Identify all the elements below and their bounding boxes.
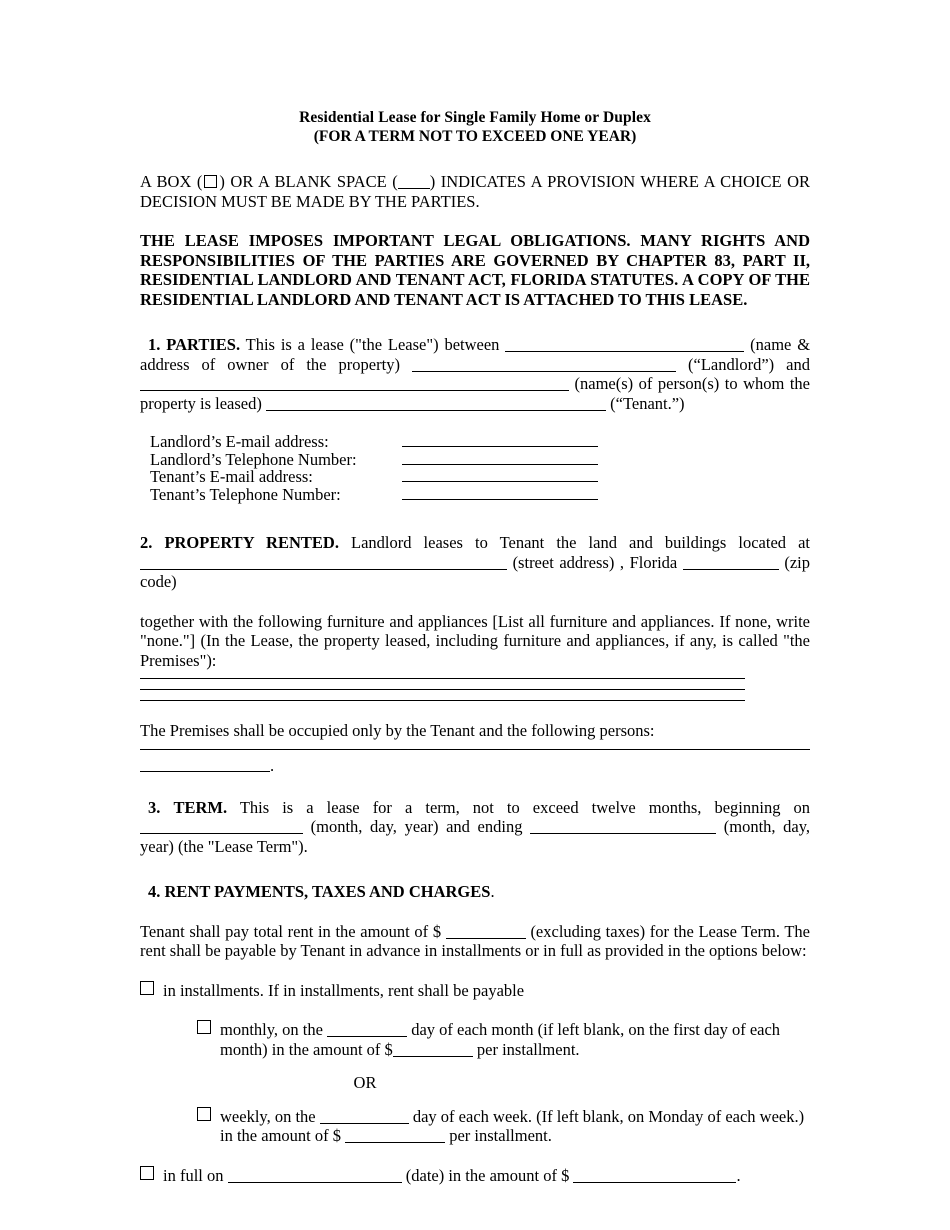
box-notice-text-3: ) INDICATES A PROVISION WHERE A CHOICE OR DECISION MUST BE MADE BY THE PARTIES. xyxy=(140,172,810,211)
legal-notice-paragraph: THE LEASE IMPOSES IMPORTANT LEGAL OBLIGATIONS. MANY RIGHTS AND RESPONSIBILITIES OF THE PARTIES ARE GOVERNED BY CHAPTER 83, PART II, RESIDENTIAL LANDLORD AND TENANT ACT, FLORIDA STATUTES. A COPY OF THE RESIDENTIAL LANDLORD AND TENANT ACT IS ATTACHED TO THIS LEASE. xyxy=(140,231,810,309)
page-title: Residential Lease for Single Family Home or Duplex xyxy=(299,109,651,126)
option-monthly-label xyxy=(220,1020,810,1059)
section-1-text-c: (“Landlord”) and xyxy=(688,354,811,374)
total-rent-blank xyxy=(446,925,526,939)
section-1-parties xyxy=(140,335,810,413)
landlord-email-label: Landlord’s E-mail address: xyxy=(150,432,329,451)
page-subtitle: (FOR A TERM NOT TO EXCEED ONE YEAR) xyxy=(313,128,637,145)
landlord-phone-blank xyxy=(402,452,598,465)
section-3-text-c: (month, day, year) (the "Lease Term"). xyxy=(140,817,811,856)
section-1-text-b: (name & address of owner of the property) xyxy=(140,335,811,374)
section-2-text-c: (zip code) xyxy=(140,552,811,591)
option-weekly-text-b: day of each week. (If left blank, on Monday of each week.) in the amount of $ xyxy=(220,1106,805,1145)
section-1-heading: PARTIES. xyxy=(166,335,241,354)
street-address-blank xyxy=(140,556,507,570)
option-full-text-c: . xyxy=(736,1165,741,1185)
box-notice-paragraph xyxy=(140,172,810,211)
section-3-text-a: This is a lease for a term, not to exceed twelve months, beginning on xyxy=(239,797,811,817)
section-3-term xyxy=(140,798,810,857)
contact-information-block xyxy=(150,433,810,503)
section-3-text-b: (month, day, year) and ending xyxy=(310,817,523,836)
tenant-detail-blank xyxy=(266,397,606,411)
tenant-name-blank xyxy=(140,377,569,391)
contact-row xyxy=(150,433,810,451)
section-1-text-d: (name(s) of person(s) to whom the property is leased) xyxy=(140,374,810,413)
occupants-line-2 xyxy=(140,771,270,772)
occupants-line-2-row xyxy=(140,755,810,775)
section-2-heading: PROPERTY RENTED. xyxy=(164,533,339,552)
document-body xyxy=(140,108,810,1185)
option-weekly-text-c: per installment. xyxy=(449,1126,552,1145)
occupants-paragraph: The Premises shall be occupied only by the Tenant and the following persons: xyxy=(140,721,655,740)
section-4-heading-period: . xyxy=(490,882,495,901)
section-3-number: 3. xyxy=(148,797,161,817)
in-full-date-blank xyxy=(228,1169,402,1183)
furniture-appliances-paragraph: together with the following furniture and appliances [List all furniture and appliances. If none, write "none."] (In the Lease, the property leased, including furniture and appliances, if any, is called "the Premises"): xyxy=(140,611,810,670)
checkbox-installments-icon[interactable] xyxy=(140,981,154,995)
contact-row xyxy=(150,486,810,504)
section-1-number: 1. xyxy=(148,335,161,354)
option-monthly-text-a: monthly, on the xyxy=(220,1020,323,1039)
weekly-amount-blank xyxy=(345,1129,445,1143)
checkbox-in-full-icon[interactable] xyxy=(140,1166,154,1180)
section-4-heading: 4. RENT PAYMENTS, TAXES AND CHARGES xyxy=(148,882,491,901)
option-monthly-row[interactable] xyxy=(197,1020,810,1059)
section-2-property-rented xyxy=(140,533,810,592)
landlord-name-blank xyxy=(505,338,744,352)
or-separator: OR xyxy=(353,1073,377,1092)
option-installments-label: in installments. If in installments, rent shall be payable xyxy=(163,980,525,1000)
option-in-full-row[interactable] xyxy=(140,1166,810,1186)
lease-start-date-blank xyxy=(140,820,303,834)
tenant-email-label: Tenant’s E-mail address: xyxy=(150,467,313,486)
checkbox-weekly-icon[interactable] xyxy=(197,1107,211,1121)
box-notice-text-1: A BOX ( xyxy=(140,172,203,191)
landlord-email-blank xyxy=(402,434,598,447)
option-weekly-text-a: weekly, on the xyxy=(220,1106,316,1126)
tenant-phone-blank xyxy=(402,487,598,500)
rent-amount-paragraph xyxy=(140,922,810,961)
option-weekly-row[interactable] xyxy=(197,1107,810,1146)
contact-row xyxy=(150,451,810,469)
section-1-text-e: (“Tenant.”) xyxy=(610,393,685,413)
landlord-phone-label: Landlord’s Telephone Number: xyxy=(150,449,357,469)
rent-text-b: (excluding taxes) for the Lease Term. The rent shall be payable by Tenant in advance in installments or in full as provided in the options below: xyxy=(140,921,811,960)
section-3-heading: TERM. xyxy=(173,797,228,817)
weekly-day-blank xyxy=(320,1110,409,1124)
section-2-text-a: Landlord leases to Tenant the land and buildings located at xyxy=(351,533,810,552)
section-2-text-b: (street address) , Florida xyxy=(512,552,678,572)
tenant-phone-label: Tenant’s Telephone Number: xyxy=(150,484,341,504)
option-full-text-a: in full on xyxy=(163,1165,224,1185)
tenant-email-blank xyxy=(402,469,598,482)
option-monthly-text-b: day of each month (if left blank, on the first day of each month) in the amount of $ xyxy=(220,1020,781,1059)
rent-text-a: Tenant shall pay total rent in the amount of $ xyxy=(140,921,442,941)
box-notice-text-2: ) OR A BLANK SPACE ( xyxy=(219,172,398,191)
option-in-full-label xyxy=(163,1166,810,1186)
monthly-amount-blank xyxy=(393,1043,473,1057)
checkbox-monthly-icon[interactable] xyxy=(197,1020,211,1034)
contact-row xyxy=(150,468,810,486)
sample-checkbox-icon xyxy=(204,175,217,188)
in-full-amount-blank xyxy=(573,1169,736,1183)
monthly-day-blank xyxy=(327,1023,407,1037)
sample-blank-line xyxy=(398,175,430,189)
section-4-heading-row xyxy=(140,882,810,902)
option-weekly-label xyxy=(220,1107,810,1146)
option-full-text-b: (date) in the amount of $ xyxy=(405,1165,570,1185)
occupants-period: . xyxy=(270,755,275,775)
option-monthly-text-c: per installment. xyxy=(476,1039,580,1059)
landlord-address-blank xyxy=(412,358,676,372)
lease-end-date-blank xyxy=(530,820,716,834)
section-2-number: 2. xyxy=(140,533,153,552)
option-installments-row[interactable] xyxy=(140,981,810,1001)
zip-code-blank xyxy=(683,556,779,570)
section-1-text-a: This is a lease ("the Lease") between xyxy=(245,335,500,354)
